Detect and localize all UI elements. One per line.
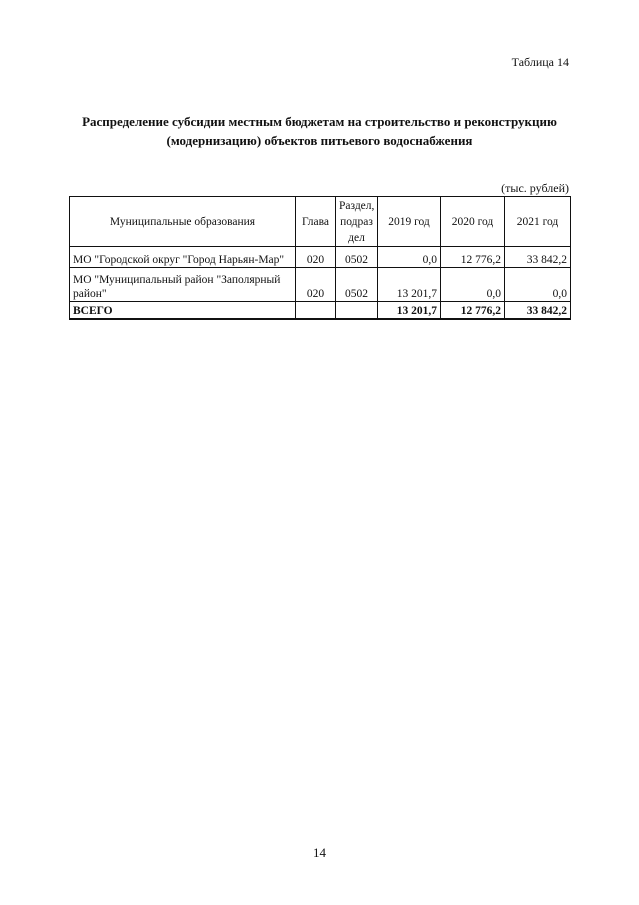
heading-line-1: Распределение субсидии местным бюджетам на строительство и реконструкцию xyxy=(82,114,557,129)
total-2021: 33 842,2 xyxy=(505,302,571,319)
header-razdel-line-2: подраз xyxy=(340,215,373,228)
table-label: Таблица 14 xyxy=(511,55,569,69)
header-razdel xyxy=(336,197,378,247)
cell-glava: 020 xyxy=(296,268,336,302)
cell-razdel-empty xyxy=(336,302,378,319)
page-number: 14 xyxy=(313,845,326,860)
header-2021: 2021 год xyxy=(505,197,571,247)
heading-line-2: (модернизацию) объектов питьевого водоснабжения xyxy=(166,133,473,148)
cell-2021: 0,0 xyxy=(505,268,571,302)
cell-2019: 0,0 xyxy=(378,247,441,268)
header-glava: Глава xyxy=(296,197,336,247)
subsidy-table xyxy=(69,196,571,320)
cell-2020: 12 776,2 xyxy=(441,247,505,268)
table-row xyxy=(70,268,571,302)
cell-municipality: МО "Муниципальный район "Заполярный район" xyxy=(70,268,296,302)
cell-2019: 13 201,7 xyxy=(378,268,441,302)
header-2019: 2019 год xyxy=(378,197,441,247)
cell-razdel: 0502 xyxy=(336,247,378,268)
header-razdel-line-1: Раздел, xyxy=(339,199,375,212)
document-heading xyxy=(40,112,599,150)
total-label: ВСЕГО xyxy=(70,302,296,319)
cell-2020: 0,0 xyxy=(441,268,505,302)
table-header-row xyxy=(70,197,571,247)
cell-glava-empty xyxy=(296,302,336,319)
header-razdel-line-3: дел xyxy=(348,231,365,244)
header-municipality: Муниципальные образования xyxy=(70,197,296,247)
cell-2021: 33 842,2 xyxy=(505,247,571,268)
total-2019: 13 201,7 xyxy=(378,302,441,319)
unit-label: (тыс. рублей) xyxy=(501,181,569,195)
header-2020: 2020 год xyxy=(441,197,505,247)
total-2020: 12 776,2 xyxy=(441,302,505,319)
table-row xyxy=(70,247,571,268)
cell-municipality: МО "Городской округ "Город Нарьян-Мар" xyxy=(70,247,296,268)
cell-razdel: 0502 xyxy=(336,268,378,302)
total-row xyxy=(70,302,571,319)
cell-glava: 020 xyxy=(296,247,336,268)
